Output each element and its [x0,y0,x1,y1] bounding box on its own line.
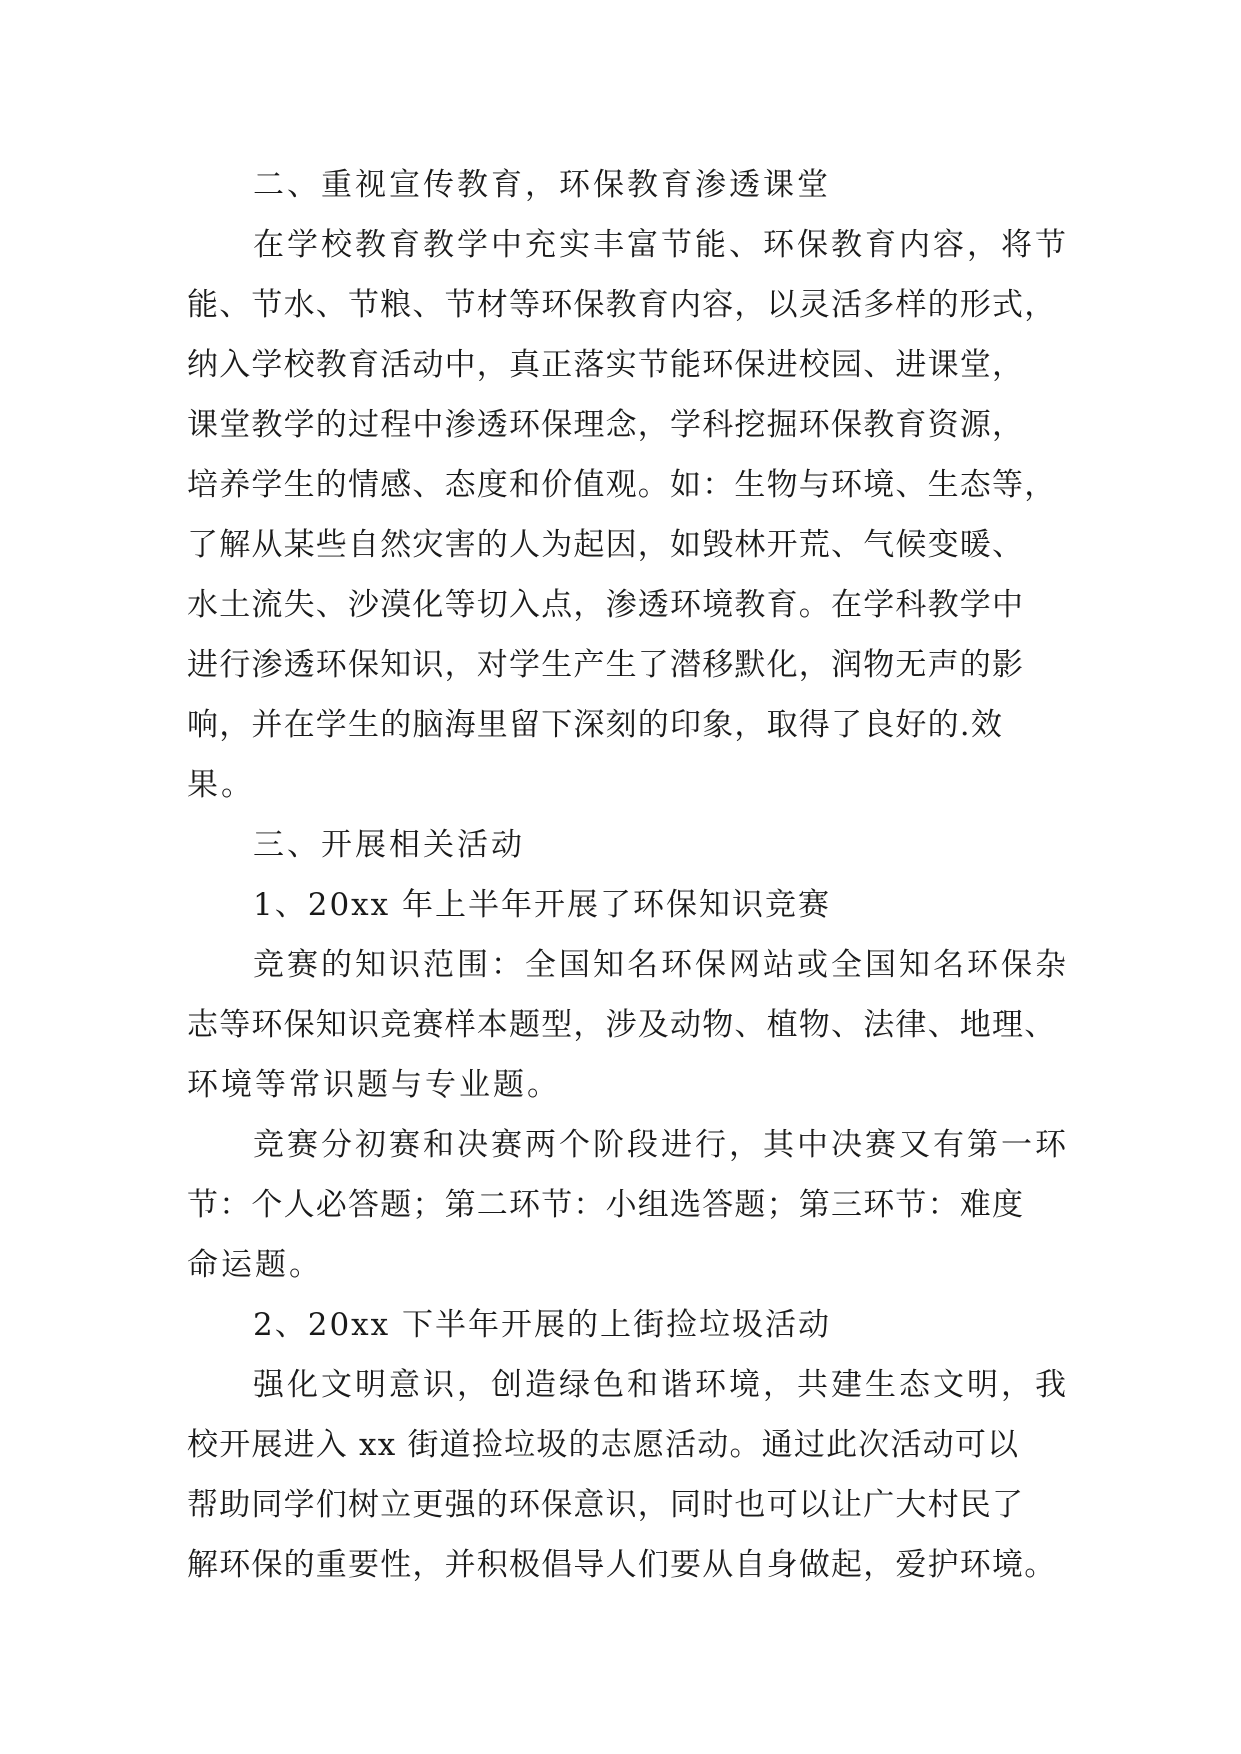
section-heading-3: 三、开展相关活动 [253,827,525,863]
paragraph-line: 培养学生的情感、态度和价值观。如：生物与环境、生态等， [187,467,1057,503]
paragraph-line: 在学校教育教学中充实丰富节能、环保教育内容，将节 [253,227,1069,263]
paragraph-line: 纳入学校教育活动中，真正落实节能环保进校园、进课堂， [187,347,1025,383]
paragraph-line: 了解从某些自然灾害的人为起因，如毁林开荒、气候变暖、 [187,527,1025,563]
paragraph-line: 志等环保知识竞赛样本题型，涉及动物、植物、法律、地理、 [187,1007,1057,1043]
paragraph-line: 环境等常识题与专业题。 [187,1067,561,1103]
paragraph-line: 强化文明意识，创造绿色和谐环境，共建生态文明，我 [253,1367,1069,1403]
section-heading-2: 二、重视宣传教育，环保教育渗透课堂 [253,167,831,203]
subheading-1: 1、20xx 年上半年开展了环保知识竞赛 [253,887,831,923]
paragraph-line: 节：个人必答题；第二环节：小组选答题；第三环节：难度 [187,1187,1025,1223]
paragraph-line: 竞赛的知识范围：全国知名环保网站或全国知名环保杂 [253,947,1069,983]
paragraph-line: 课堂教学的过程中渗透环保理念，学科挖掘环保教育资源， [187,407,1025,443]
paragraph-line: 解环保的重要性，并积极倡导人们要从自身做起，爱护环境。 [187,1547,1057,1583]
paragraph-line: 进行渗透环保知识，对学生产生了潜移默化，润物无声的影 [187,647,1025,683]
paragraph-line: 水土流失、沙漠化等切入点，渗透环境教育。在学科教学中 [187,587,1025,623]
paragraph-line: 校开展进入 xx 街道捡垃圾的志愿活动。通过此次活动可以 [187,1427,1020,1463]
paragraph-line: 果。 [187,767,255,803]
paragraph-line: 命运题。 [187,1247,323,1283]
paragraph-line: 能、节水、节粮、节材等环保教育内容，以灵活多样的形式， [187,287,1057,323]
paragraph-line: 响，并在学生的脑海里留下深刻的印象，取得了良好的.效 [187,707,1004,743]
subheading-2: 2、20xx 下半年开展的上街捡垃圾活动 [253,1307,831,1343]
document-body [187,155,1069,1595]
paragraph-line: 帮助同学们树立更强的环保意识，同时也可以让广大村民了 [187,1487,1025,1523]
paragraph-line: 竞赛分初赛和决赛两个阶段进行，其中决赛又有第一环 [253,1127,1069,1163]
